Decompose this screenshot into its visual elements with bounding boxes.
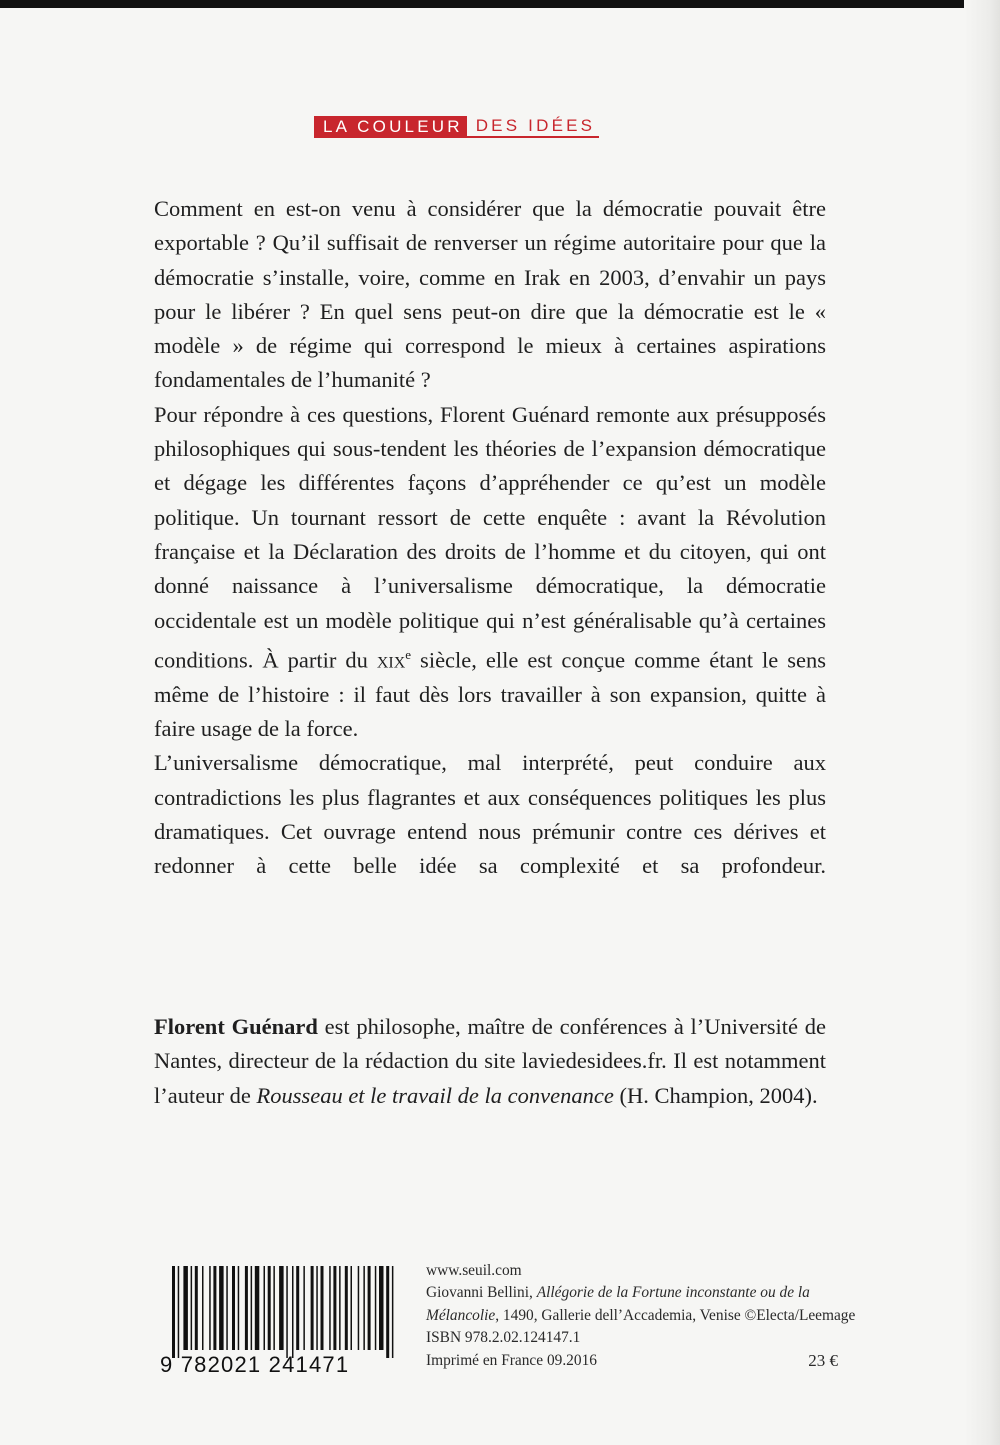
author-name: Florent Guénard	[154, 1014, 318, 1039]
century-numeral: xix	[376, 647, 406, 673]
barcode-bar	[195, 1266, 198, 1350]
barcode-bar	[351, 1266, 353, 1350]
barcode-bar	[245, 1266, 248, 1350]
barcode-bar	[286, 1266, 288, 1358]
barcode-bar	[268, 1266, 271, 1350]
barcode-bar	[183, 1266, 188, 1350]
barcode-bar	[321, 1266, 324, 1350]
barcode-bar	[172, 1266, 175, 1358]
isbn-barcode	[160, 1266, 418, 1376]
barcode-bar	[255, 1266, 259, 1350]
series-label-red: LA COULEUR	[314, 116, 467, 138]
barcode-bar	[363, 1266, 365, 1350]
barcode-bar	[209, 1266, 211, 1350]
series-logo	[314, 116, 599, 138]
author-bio: Florent Guénard est philosophe, maître de conférences à l’Université de Nantes, directeur de la rédaction du site laviedesidees.fr. Il est notamment l’auteur de Rousseau et le travail de la convenance (H. Champion, 2004).	[154, 1014, 827, 1108]
back-cover-blurb	[154, 192, 826, 883]
printing-info: Imprimé en France 09.2016	[426, 1351, 597, 1369]
barcode-bar	[251, 1266, 253, 1350]
blurb-paragraph-2: Pour répondre à ces questions, Florent Guénard remonte aux présupposés philosophiques qui sous-tendent les théories de l’expansion démocratique et dégage les différentes façons d’appréhender ce qu’est un modèle politique. Un tournant ressort de cette enquête : avant la Révolution française et la Déclaration des droits de l’homme et du citoyen, qui ont donné naissance à l’universalisme démocratique, la démocratie occidentale est un modèle politique qui n’est généralisable qu’à certaines conditions. À partir du xix$^e$ siècle, elle est conçue comme étant le sens même de l’histoire : il faut dès lors travailler à son expansion, quitte à faire usage de la force.	[154, 401, 826, 741]
barcode-bar	[375, 1266, 377, 1350]
barcode-bar	[392, 1266, 394, 1358]
barcode-bar	[296, 1266, 299, 1350]
barcode-bar	[264, 1266, 266, 1350]
barcode-bar	[358, 1266, 360, 1350]
cover-art-credit-line-1: Giovanni Bellini, Allégorie de la Fortune inconstante ou de la	[426, 1284, 810, 1302]
century-superscript: e	[405, 646, 412, 662]
blurb-paragraph-3: L’universalisme démocratique, mal interprété, peut conduire aux contradictions les plus flagrantes et aux conséquences politiques les plus dramatiques. Cet ouvrage entend nous prémunir contre ces dérives et redonner à cette belle idée sa complexité et sa profondeur.	[154, 750, 826, 879]
cover-art-credit-line-2: Mélancolie, 1490, Gallerie dell’Accademia, Venise ©Electa/Leemage	[426, 1306, 856, 1324]
barcode-bar	[379, 1266, 384, 1350]
barcode-bar	[279, 1266, 284, 1350]
barcode-bar	[333, 1266, 336, 1350]
barcode-bar	[292, 1266, 294, 1358]
book-title: Rousseau et le travail de la convenance	[256, 1082, 614, 1108]
barcode-bar	[238, 1266, 240, 1350]
isbn-number: ISBN 978.2.02.124147.1	[426, 1329, 581, 1347]
barcode-bar	[219, 1266, 224, 1350]
barcode-bar	[311, 1266, 314, 1350]
credits-block	[426, 1260, 856, 1372]
barcode-bar	[202, 1266, 204, 1350]
publisher-website: www.seuil.com	[426, 1262, 522, 1279]
barcode-bar	[386, 1266, 389, 1358]
book-spine-shadow	[964, 0, 1000, 1445]
barcode-bar	[226, 1266, 228, 1350]
barcode-bar	[303, 1266, 305, 1350]
blurb-paragraph-1: Comment en est-on venu à considérer que la démocratie pouvait être exportable ? Qu’il suffisait de renverser un régime autoritaire pour que la démocratie s’installe, voire, comme en Irak en 2003, d’envahir un pays pour le libérer ? En quel sens peut-on dire que la démocratie est le « modèle » de régime qui correspond le mieux à certaines aspirations fondamentales de l’humanité ?	[154, 196, 826, 393]
print-and-price-row	[426, 1350, 838, 1372]
barcode-bar	[316, 1266, 318, 1350]
barcode-bar	[339, 1266, 341, 1350]
price: 23 €	[808, 1350, 838, 1370]
barcode-bar	[345, 1266, 348, 1350]
barcode-bar	[178, 1266, 180, 1358]
barcode-bar	[232, 1266, 235, 1350]
barcode-bar	[329, 1266, 331, 1350]
book-top-edge	[0, 0, 1000, 8]
barcode-bar	[368, 1266, 371, 1350]
barcode-bar	[191, 1266, 193, 1350]
barcode-bar	[273, 1266, 275, 1350]
barcode-bar	[213, 1266, 216, 1350]
barcode-digits: 9 782021 241471	[160, 1352, 350, 1376]
series-label-outline: DES IDÉES	[467, 116, 600, 138]
